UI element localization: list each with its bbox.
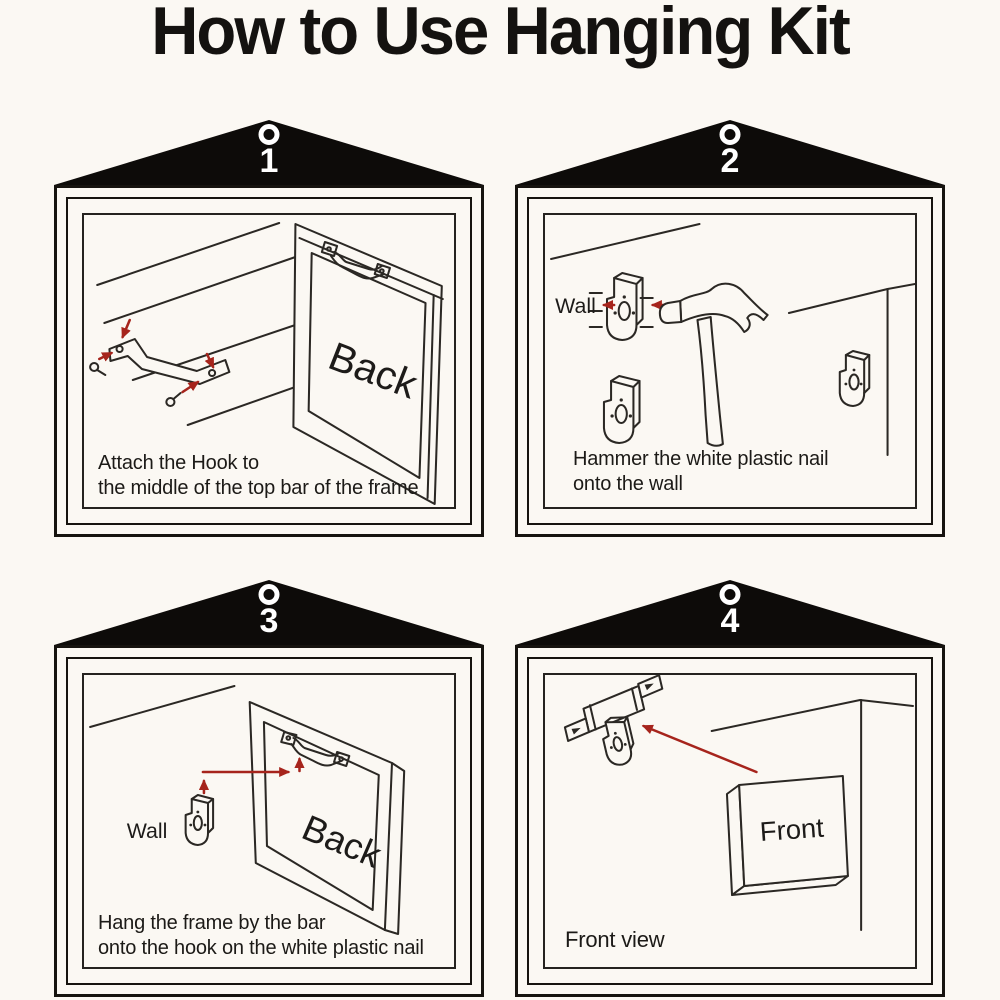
- step-4-illustration: [545, 675, 915, 967]
- caption-line: onto the wall: [573, 473, 683, 495]
- step-1-canvas: [82, 213, 456, 509]
- step-number: 3: [259, 602, 279, 640]
- step-2-roof: [515, 120, 945, 185]
- step-3-roof: [54, 580, 484, 645]
- caption-line: onto the hook on the white plastic nail: [98, 937, 424, 959]
- step-3-caption: [98, 911, 424, 961]
- plastic-nail-1: [607, 273, 643, 340]
- step-panel-4: [515, 580, 945, 997]
- step-1-roof: [54, 120, 484, 185]
- frame-front-drawing: [727, 776, 848, 895]
- front-label: Front: [758, 811, 825, 847]
- step-panel-3: [54, 580, 484, 997]
- back-label: Back: [322, 332, 424, 408]
- step-panel-1: [54, 120, 484, 537]
- step-number: 1: [259, 142, 279, 180]
- caption-line: Hang the frame by the bar: [98, 912, 326, 934]
- hook-drawing: [90, 339, 229, 406]
- caption-line: Attach the Hook to: [98, 452, 259, 474]
- step-2-caption: [573, 447, 828, 497]
- caption-line: Hammer the white plastic nail: [573, 448, 829, 470]
- frame-back-drawing: [250, 702, 405, 934]
- page-title: How to Use Hanging Kit: [151, 0, 849, 69]
- wall-label: Wall: [126, 820, 168, 843]
- step-number: 2: [720, 142, 740, 180]
- step-1-middle-border: [66, 197, 472, 525]
- wall-label: Wall: [555, 295, 596, 318]
- plastic-nail-2: [604, 376, 640, 443]
- step-2-middle-border: [527, 197, 933, 525]
- caption-line: Front view: [565, 926, 665, 952]
- plastic-nail-3: [840, 351, 869, 406]
- caption-line: the middle of the top bar of the frame: [98, 477, 419, 499]
- step-panel-2: [515, 120, 945, 537]
- step-3-outer-border: [54, 645, 484, 997]
- step-number: 4: [720, 602, 740, 640]
- step-2-outer-border: [515, 185, 945, 537]
- step-4-roof: [515, 580, 945, 645]
- plastic-nail: [186, 795, 213, 845]
- step-1-outer-border: [54, 185, 484, 537]
- step-3-canvas: [82, 673, 456, 969]
- ceiling-line: [90, 686, 234, 727]
- step-2-canvas: [543, 213, 917, 509]
- back-label: Back: [296, 806, 388, 876]
- step-3-middle-border: [66, 657, 472, 985]
- step-4-caption: [565, 926, 664, 954]
- step-4-middle-border: [527, 657, 933, 985]
- hammer-drawing: [660, 284, 768, 446]
- step-1-caption: [98, 451, 418, 501]
- step-4-canvas: [543, 673, 917, 969]
- red-arrow: [644, 726, 757, 772]
- step-4-outer-border: [515, 645, 945, 997]
- hook-nail-assembly: [558, 675, 677, 775]
